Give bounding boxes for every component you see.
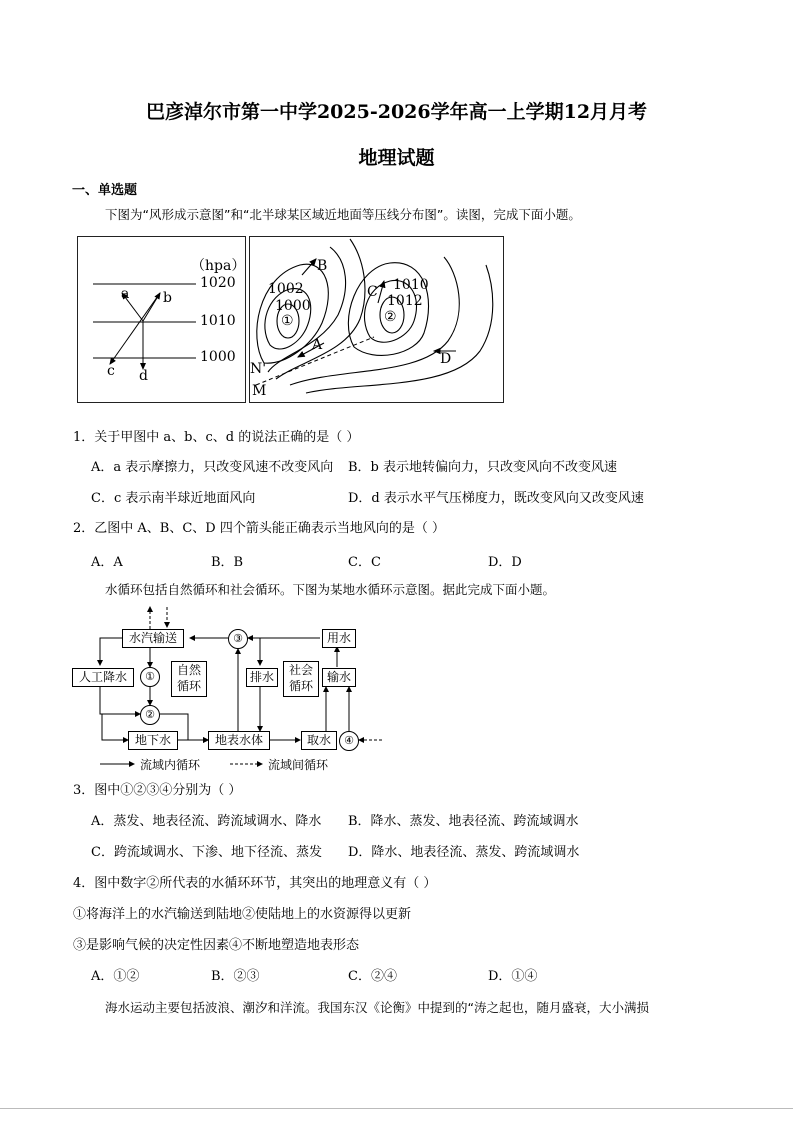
q1-option-b: B．b 表示地转偏向力，只改变风向不改变风速	[348, 460, 618, 475]
q2-option-b: B．B	[211, 555, 244, 570]
arrow-label-c: c	[107, 363, 115, 379]
intro-text-2: 水循环包括自然循环和社会循环。下图为某地水循环示意图。据此完成下面小题。	[105, 582, 556, 597]
q1-option-c: C．c 表示南半球近地面风向	[91, 491, 256, 506]
q4-option-c: C．②④	[348, 969, 397, 984]
label-C: C	[367, 284, 378, 300]
q2-option-a: A．A	[91, 555, 123, 570]
isobar-label-1010: 1010	[200, 313, 236, 329]
q2-option-c: C．C	[348, 555, 381, 570]
arrow-3-to-drain	[248, 638, 260, 665]
q4-statement-2: ③是影响气候的决定性因素④不断地塑造地表形态	[73, 938, 360, 953]
label-B: B	[317, 258, 328, 274]
q1-option-a: A．a 表示摩擦力，只改变风速不改变风向	[91, 460, 334, 475]
circle-3: ③	[228, 629, 248, 649]
box-social-cycle: 社会循环	[283, 661, 319, 697]
isobar-value-1010: 1010	[393, 277, 429, 293]
isobar-value-1012: 1012	[387, 293, 423, 309]
q4-option-d: D．①④	[488, 969, 538, 984]
center-2: ②	[384, 309, 397, 325]
q4-stem: 4．图中数字②所代表的水循环环节，其突出的地理意义有（ ）	[73, 876, 437, 891]
intro-text-1: 下图为“风形成示意图”和“北半球某区域近地面等压线分布图”。读图，完成下面小题。	[105, 207, 581, 222]
q2-option-d: D．D	[488, 555, 522, 570]
label-M: M	[252, 383, 267, 399]
isobar-map-figure	[249, 236, 504, 403]
pressure-unit-label: （hpa）	[191, 258, 246, 274]
isobar-value-1000: 1000	[275, 298, 311, 314]
q4-option-b: B．②③	[211, 969, 260, 984]
intro-text-3: 海水运动主要包括波浪、潮汐和洋流。我国东汉《论衡》中提到的“涛之起也，随月盛衰，大小满损	[105, 1000, 649, 1015]
page-title: 巴彦淖尔市第一中学2025-2026学年高一上学期12月月考	[145, 101, 648, 123]
box-vapor-transport: 水汽输送	[122, 629, 184, 648]
q1-stem: 1．关于甲图中 a、b、c、d 的说法正确的是（ ）	[73, 430, 360, 445]
water-cycle-figure	[70, 603, 390, 773]
q3-option-d: D．降水、地表径流、蒸发、跨流域调水	[348, 845, 580, 860]
isobar-label-1020: 1020	[200, 275, 236, 291]
isobar-value-1002: 1002	[268, 281, 304, 297]
arrow-rain-to-2	[100, 686, 140, 714]
legend-solid-label: 流域内循环	[140, 758, 201, 772]
q3-option-c: C．跨流域调水、下渗、地下径流、蒸发	[91, 845, 322, 860]
page-bottom-rule	[0, 1108, 793, 1109]
box-groundwater: 地下水	[128, 731, 178, 750]
q3-option-a: A．蒸发、地表径流、跨流域调水、降水	[91, 814, 322, 829]
q4-option-a: A．①②	[91, 969, 140, 984]
page-subtitle: 地理试题	[358, 147, 435, 169]
legend-dashed-label: 流域间循环	[268, 758, 329, 772]
q4-statement-1: ①将海洋上的水汽输送到陆地②使陆地上的水资源得以更新	[73, 907, 412, 922]
circle-1: ①	[140, 667, 160, 687]
arrow-label-b: b	[163, 290, 172, 306]
label-A: A	[312, 337, 323, 353]
box-natural-cycle: 自然循环	[171, 661, 207, 697]
box-water-transport: 输水	[322, 668, 356, 687]
arrow-B	[302, 259, 316, 275]
circle-2: ②	[140, 705, 160, 725]
label-N: N'	[250, 361, 267, 377]
q3-option-b: B．降水、蒸发、地表径流、跨流域调水	[348, 814, 579, 829]
wind-formation-figure	[77, 236, 246, 403]
isobar-label-1000: 1000	[200, 349, 236, 365]
arrow-c	[110, 293, 160, 364]
arrow-label-a: a	[121, 286, 130, 302]
arrow-2-to-ground	[102, 714, 128, 740]
box-drainage: 排水	[246, 668, 278, 687]
center-1: ①	[281, 313, 294, 329]
box-water-use: 用水	[322, 629, 356, 648]
arrow-label-d: d	[139, 368, 148, 384]
q2-stem: 2．乙图中 A、B、C、D 四个箭头能正确表示当地风向的是（ ）	[73, 521, 445, 536]
label-D: D	[440, 351, 452, 367]
box-surface-water: 地表水体	[208, 731, 270, 750]
q3-stem: 3．图中①②③④分别为（ ）	[73, 783, 242, 798]
isobar-open-3	[290, 257, 459, 385]
box-artificial-rain: 人工降水	[72, 668, 134, 687]
box-water-intake: 取水	[301, 731, 337, 750]
q1-option-d: D．d 表示水平气压梯度力，既改变风向又改变风速	[348, 491, 644, 506]
circle-4: ④	[339, 731, 359, 751]
section-heading: 一、单选题	[72, 183, 138, 198]
